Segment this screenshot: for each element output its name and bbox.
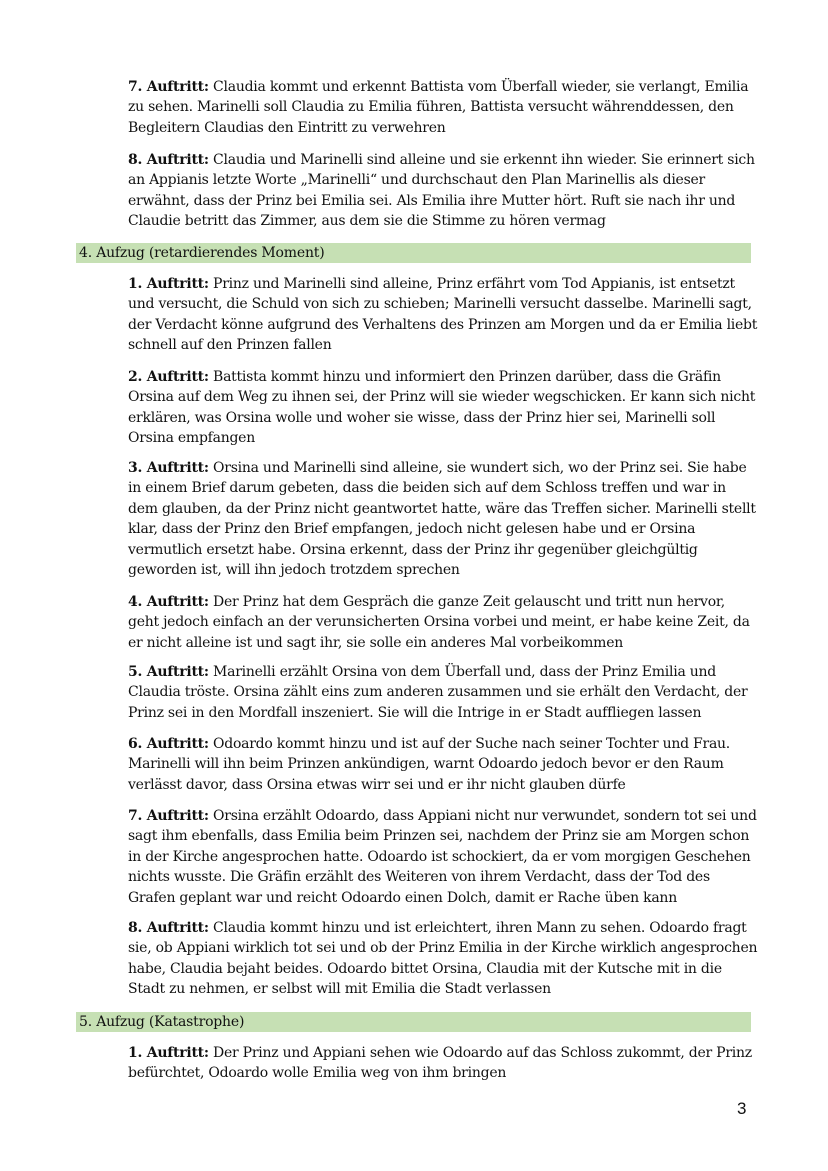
scene-label: 8. Auftritt:: [128, 920, 209, 936]
scene-paragraph: [128, 458, 758, 580]
scene-text: Marinelli erzählt Orsina von dem Überfall und, dass der Prinz Emilia und Claudia tröste. Orsina zählt eins zum anderen zusammen und sie erhält den Verdacht, der Prinz sei in den Mordfall inszeniert. Sie will die Intrige in er Stadt auffliegen lassen: [128, 664, 748, 721]
scene-label: 6. Auftritt:: [128, 736, 209, 752]
scene-label: 1. Auftritt:: [128, 1045, 209, 1061]
page-number: 3: [737, 1099, 747, 1118]
scene-label: 2. Auftritt:: [128, 369, 209, 385]
scene-text: Claudia kommt und erkennt Battista vom Überfall wieder, sie verlangt, Emilia zu sehen. Marinelli soll Claudia zu Emilia führen, Battista versucht währenddessen, den Begleitern Claudias den Eintritt zu verwehren: [128, 79, 749, 136]
scene-label: 1. Auftritt:: [128, 276, 209, 292]
scene-label: 7. Auftritt:: [128, 79, 209, 95]
scene-label: 4. Auftritt:: [128, 594, 209, 610]
scene-text: Battista kommt hinzu und informiert den Prinzen darüber, dass die Gräfin Orsina auf dem Weg zu ihnen sei, der Prinz will sie wieder wegschicken. Er kann sich nicht erklären, was Orsina wolle und woher sie wisse, dass der Prinz hier sei, Marinelli soll Orsina empfangen: [128, 369, 756, 447]
scene-paragraph: [128, 918, 758, 1000]
scene-text: Der Prinz hat dem Gespräch die ganze Zeit gelauscht und tritt nun hervor, geht jedoch einfach an der verunsicherten Orsina vorbei und meint, er habe keine Zeit, da er nicht alleine ist und sagt ihr, sie solle ein anderes Mal vorbeikommen: [128, 594, 750, 651]
scene-text: Orsina erzählt Odoardo, dass Appiani nicht nur verwundet, sondern tot sei und sagt ihm ebenfalls, dass Emilia beim Prinzen sei, nachdem der Prinz sie am Morgen schon in der Kirche angesprochen hatte. Odoardo ist schockiert, da er vom morgigen Geschehen nichts wusste. Die Gräfin erzählt des Weiteren von ihrem Verdacht, dass der Tod des Grafen geplant war und reicht Odoardo einen Dolch, damit er Rache üben kann: [128, 808, 757, 906]
scene-paragraph: [128, 734, 758, 795]
scene-paragraph: [128, 592, 758, 653]
scene-text: Prinz und Marinelli sind alleine, Prinz erfährt vom Tod Appianis, ist entsetzt und versucht, die Schuld von sich zu schieben; Marinelli versucht dasselbe. Marinelli sagt, der Verdacht könne aufgrund des Verhaltens des Prinzen am Morgen und da er Emilia liebt schnell auf den Prinzen fallen: [128, 276, 758, 354]
scene-paragraph: [128, 662, 758, 723]
scene-text: Der Prinz und Appiani sehen wie Odoardo auf das Schloss zukommt, der Prinz befürchtet, Odoardo wolle Emilia weg von ihm bringen: [128, 1045, 752, 1082]
scene-paragraph: [128, 274, 758, 356]
scene-text: Orsina und Marinelli sind alleine, sie wundert sich, wo der Prinz sei. Sie habe in einem Brief darum gebeten, dass die beiden sich auf dem Schloss treffen und war in dem glauben, da der Prinz nicht geantwortet hatte, wäre das Treffen sicher. Marinelli stellt klar, dass der Prinz den Brief empfangen, jedoch nicht gelesen habe und er Orsina vermutlich ersetzt habe. Orsina erkennt, dass der Prinz ihr gegenüber gleichgültig geworden ist, will ihn jedoch trotzdem sprechen: [128, 460, 756, 579]
scene-paragraph: [128, 150, 758, 232]
scene-text: Claudia und Marinelli sind alleine und sie erkennt ihn wieder. Sie erinnert sich an Appianis letzte Worte „Marinelli“ und durchschaut den Plan Marinellis als dieser erwähnt, dass der Prinz bei Emilia sei. Als Emilia ihre Mutter hört. Ruft sie nach ihr und Claudie betritt das Zimmer, aus dem sie die Stimme zu hören vermag: [128, 152, 755, 230]
scene-paragraph: [128, 77, 758, 138]
scene-paragraph: [128, 367, 758, 449]
scene-label: 8. Auftritt:: [128, 152, 209, 168]
scene-text: Claudia kommt hinzu und ist erleichtert, ihren Mann zu sehen. Odoardo fragt sie, ob Appiani wirklich tot sei und ob der Prinz Emilia in der Kirche wirklich angesprochen habe, Claudia bejaht beides. Odoardo bittet Orsina, Claudia mit der Kutsche mit in die Stadt zu nehmen, er selbst will mit Emilia die Stadt verlassen: [128, 920, 758, 998]
scene-label: 7. Auftritt:: [128, 808, 209, 824]
scene-label: 5. Auftritt:: [128, 664, 209, 680]
scene-label: 3. Auftritt:: [128, 460, 209, 476]
scene-paragraph: [128, 1043, 758, 1084]
scene-paragraph: [128, 806, 758, 908]
scene-text: Odoardo kommt hinzu und ist auf der Suche nach seiner Tochter und Frau. Marinelli will ihn beim Prinzen ankündigen, warnt Odoardo jedoch bevor er den Raum verlässt davor, dass Orsina etwas wirr sei und er ihr nicht glauben dürfe: [128, 736, 731, 793]
act-4-heading: 4. Aufzug (retardierendes Moment): [76, 243, 751, 263]
act-5-heading: 5. Aufzug (Katastrophe): [76, 1012, 751, 1032]
